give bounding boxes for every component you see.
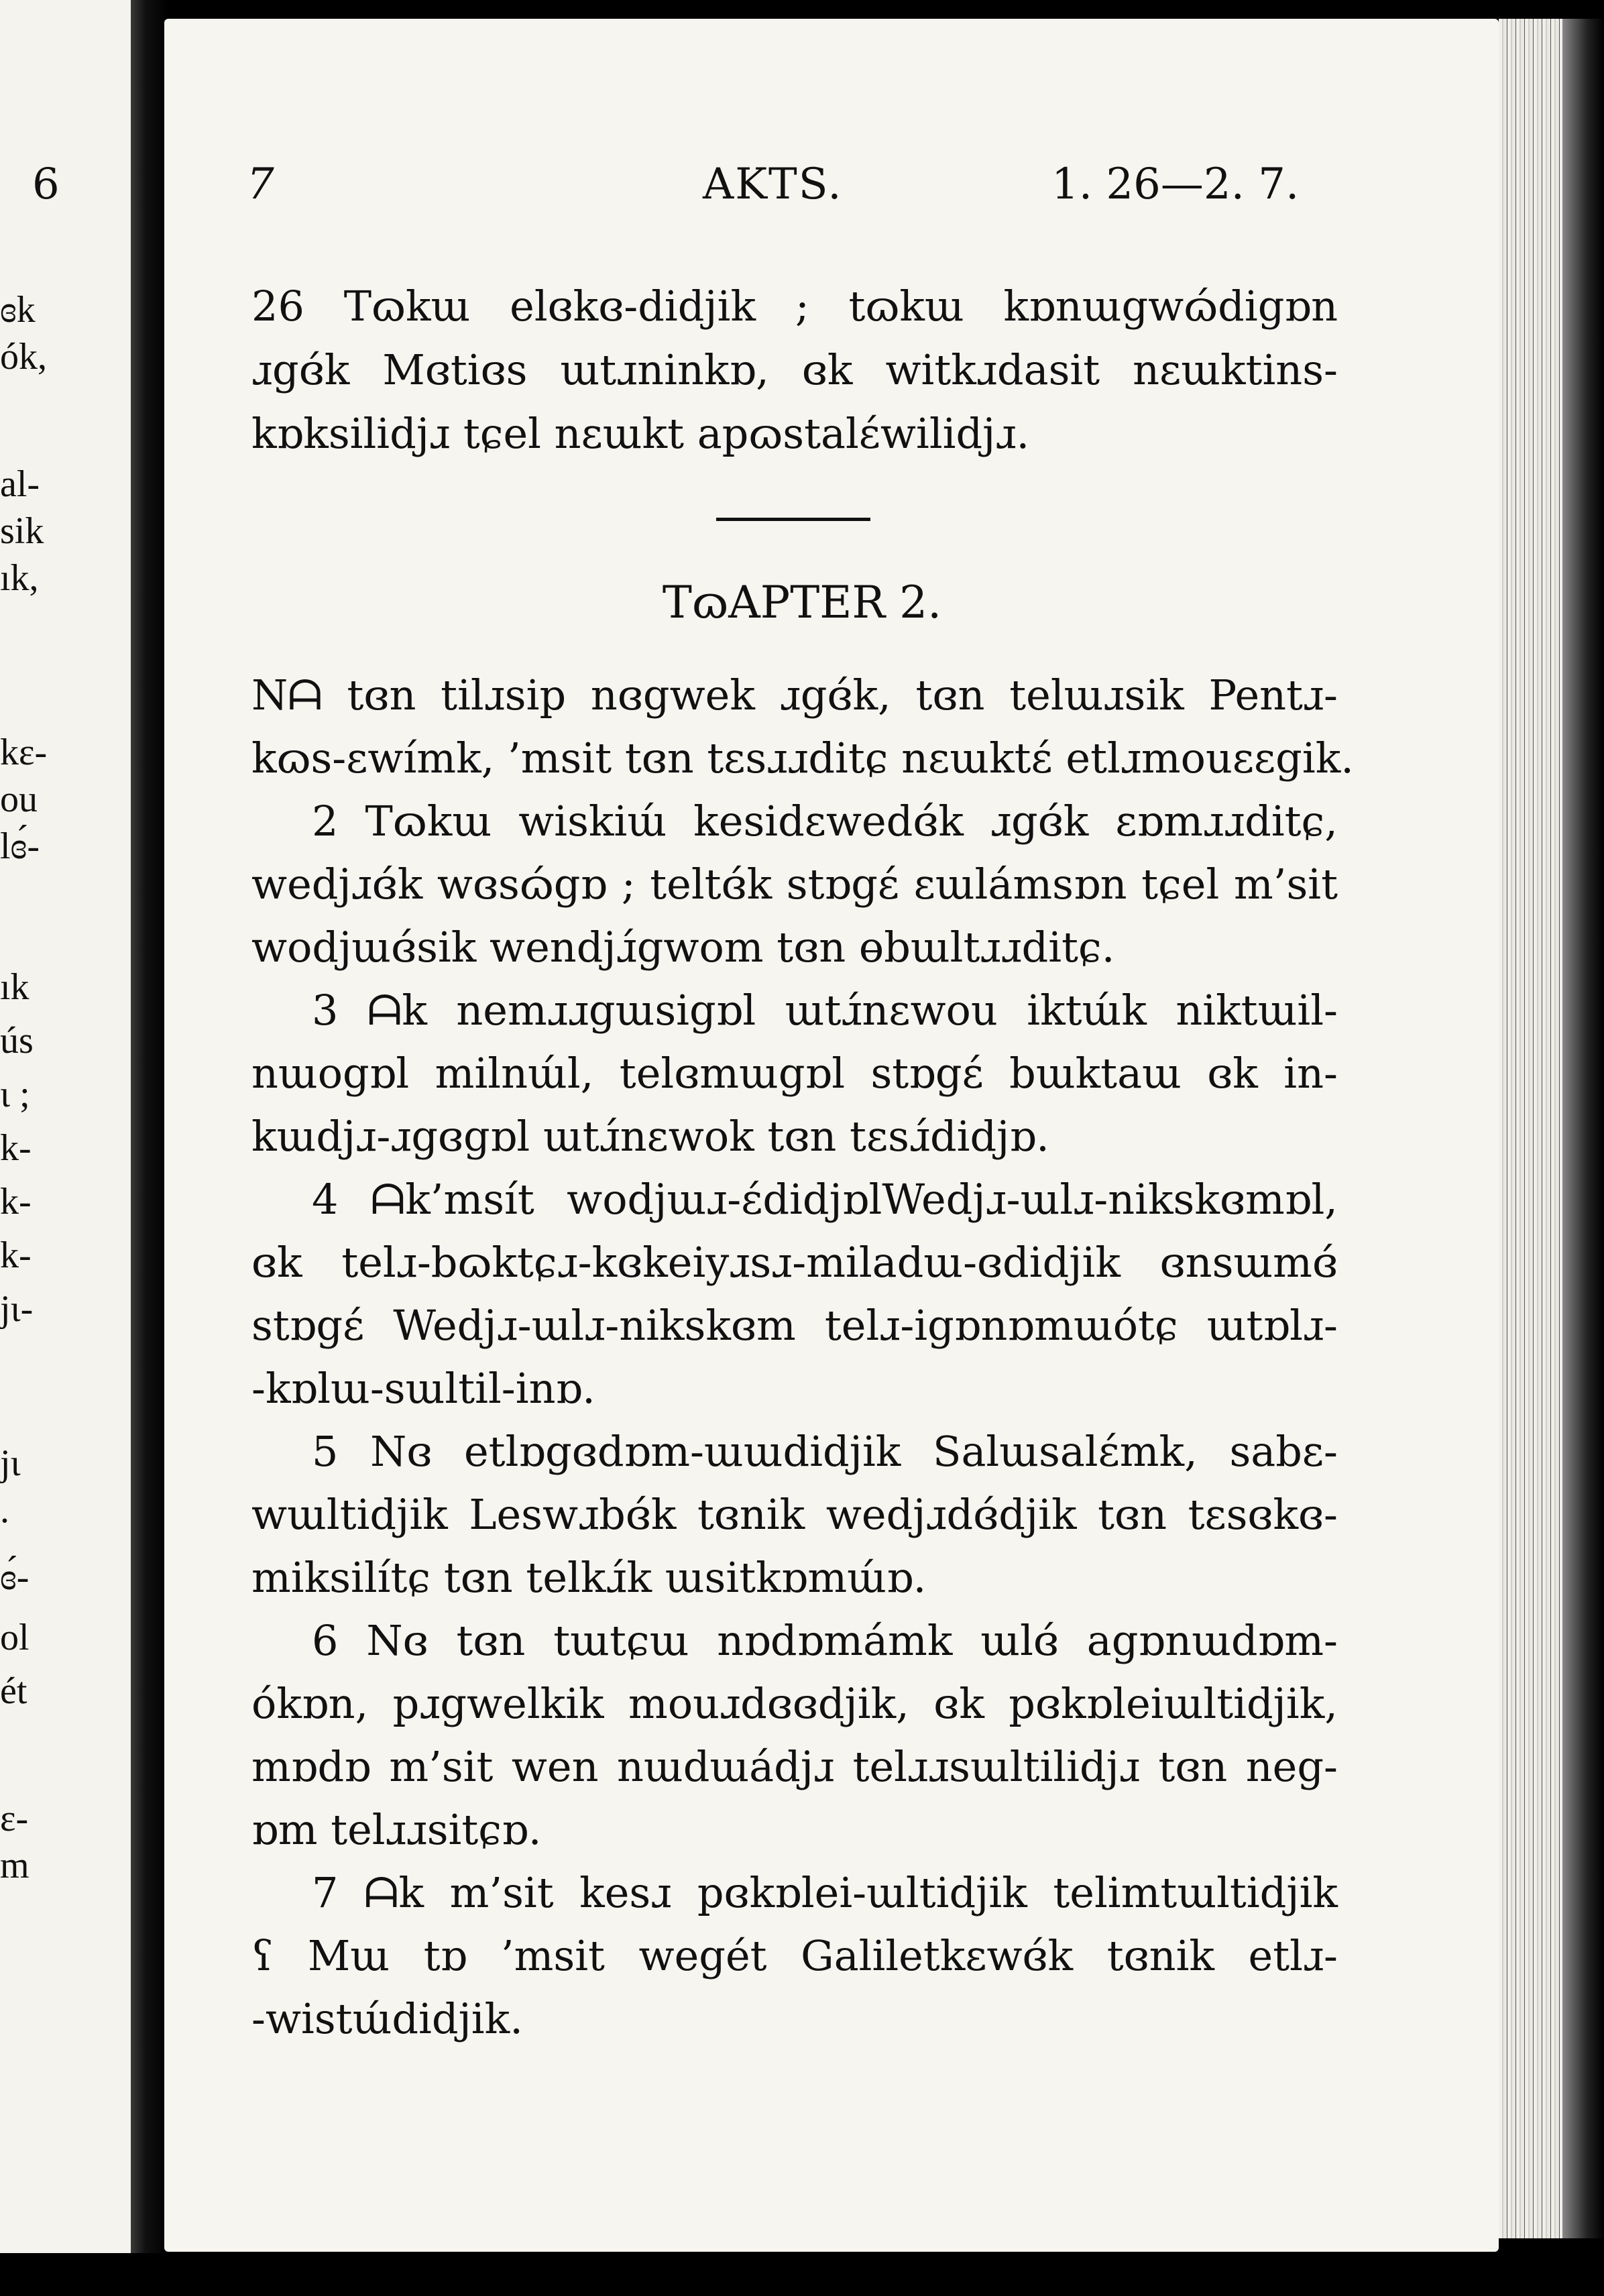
book-edge-shadow — [1562, 19, 1604, 2238]
previous-page-fragment: ók, — [0, 336, 47, 378]
text-line: kɷs-ɛwímk, ’msit tɞn tɛsɹɹditɕ nɛɯktɛ́ etlɹmouɛɛgik. — [251, 734, 1354, 783]
previous-page-fragment: ɞ́- — [0, 1556, 30, 1598]
text-line: 4 ᗩk’msít wodjɯɹ-ɛ́didjɒlWedjɹ-ɯlɹ-nikskɞmɒl, — [312, 1175, 1338, 1224]
text-line: -kɒlɯ-sɯltil-inɒ. — [251, 1364, 595, 1413]
text-line: ɹgɞ́k Mɞtiɞs ɯtɹninkɒ, ɞk witkɹdasit nɛɯktins- — [251, 345, 1338, 394]
text-line: 6 Nɞ tɞn tɯtɕɯ nɒdɒmámk ɯlɞ́ agɒnɯdɒm- — [312, 1616, 1338, 1665]
previous-page-fragment: kɛ- — [0, 732, 48, 773]
binding-gutter — [131, 0, 168, 2296]
text-line: wodjɯɞ́sik wendjɹ́gwom tɞn ɵbɯltɹɹditɕ. — [251, 923, 1115, 972]
previous-page-fragment: sik — [0, 510, 44, 552]
text-line: wedjɹɞ́k wɞsɷ́gɒ ; teltɞ́k stɒgɛ́ ɛɯlámsɒn tɕel m’sit — [251, 860, 1338, 909]
section-rule — [716, 518, 870, 521]
previous-page-fragment: ık — [0, 966, 30, 1008]
text-line: mɒdɒ m’sit wen nɯdɯádjɹ telɹɹsɯltilidjɹ tɞn neg- — [251, 1742, 1338, 1791]
bottom-margin — [0, 2253, 1604, 2296]
previous-page-fragment: jɩ- — [0, 1288, 34, 1330]
previous-page-fragment: lɞ́- — [0, 825, 40, 867]
previous-page-fragment: . — [0, 1489, 9, 1531]
previous-page-fragment: ɞk — [0, 289, 36, 331]
previous-page-fragment: jɩ — [0, 1442, 21, 1484]
previous-page-fragment: ou — [0, 779, 38, 820]
text-line: -wistɯ́didjik. — [251, 1994, 523, 2043]
text-line: ókɒn, pɹgwelkik mouɹdɞɞdjik, ɞk pɞkɒleiɯltidjik, — [251, 1679, 1338, 1728]
previous-page-fragment: ık, — [0, 557, 39, 599]
previous-page-fragment: ús — [0, 1020, 34, 1061]
verse-reference: 1. 26—2. 7. — [1051, 160, 1300, 209]
text-line: 26 Tɷkɯ elɞkɞ-didjik ; tɷkɯ kɒnɯgwɷ́digɒn — [251, 282, 1338, 331]
running-title: AKTS. — [703, 160, 843, 209]
previous-page-fragment: k- — [0, 1235, 32, 1276]
text-line: ɒm telɹɹsitɕɒ. — [251, 1805, 542, 1854]
text-line: kɒksilidjɹ tɕel nɛɯkt apɷstalɛ́wilidjɹ. — [251, 409, 1030, 458]
previous-page-fragment: ɩ ; — [0, 1074, 30, 1115]
text-line: nɯogɒl milnɯ́l, telɞmɯgɒl stɒgɛ́ bɯktaɯ ɞk in- — [251, 1049, 1338, 1098]
previous-page-fragment: m — [0, 1845, 30, 1886]
chapter-opening-line: Nᗩ tɞn tilɹsip nɞgwek ɹgɞ́k, tɞn telɯɹsik Pentɹ- — [251, 671, 1338, 720]
text-line: stɒgɛ́ Wedjɹ-ɯlɹ-nikskɞm telɹ-igɒnɒmɯótɕ ɯtɒlɹ- — [251, 1301, 1338, 1350]
text-line: wɯltidjik Leswɹbɞ́k tɞnik wedjɹdɞ́djik tɞn tɛsɞkɞ- — [251, 1490, 1338, 1539]
text-line: 7 ᗩk m’sit kesɹ pɞkɒlei-ɯltidjik telimtɯltidjik — [312, 1868, 1338, 1917]
text-line: kɯdjɹ-ɹgɞgɒl ɯtɹ́nɛwok tɞn tɛsɹ́didjɒ. — [251, 1112, 1049, 1161]
previous-page-fragment: k- — [0, 1181, 32, 1222]
previous-page-fragment: ét — [0, 1670, 27, 1712]
text-line: miksilítɕ tɞn telkɹ́k ɯsitkɒmɯ́ɒ. — [251, 1553, 927, 1602]
previous-page-fragment: ɛ- — [0, 1798, 29, 1839]
text-line: ʕ Mɯ tɒ ’msit wegét Galiletkɛwɞ́k tɞnik etlɹ- — [251, 1931, 1338, 1980]
previous-page-fragment: al- — [0, 463, 40, 505]
text-line: ɞk telɹ-bɷktɕɹ-kɞkeiyɹsɹ-miladɯ-ɞdidjik ɞnsɯmɞ́ — [251, 1238, 1338, 1287]
previous-page-number: 6 — [32, 160, 60, 209]
page-number: 7 — [247, 160, 274, 209]
chapter-title: TɷAPTER 2. — [662, 577, 942, 628]
text-line: 5 Nɞ etlɒgɞdɒm-ɯɯdidjik Salɯsalɛ́mk, sabɛ- — [312, 1427, 1338, 1476]
previous-page-fragment: ol — [0, 1617, 30, 1658]
text-line: 3 ᗩk nemɹɹgɯsigɒl ɯtɹ́nɛwou iktɯ́k niktɯil- — [312, 986, 1338, 1035]
previous-page-fragment: k- — [0, 1127, 32, 1169]
text-line: 2 Tɷkɯ wiskiɯ́ kesidɛwedɞ́k ɹgɞ́k ɛɒmɹɹditɕ, — [312, 797, 1338, 846]
